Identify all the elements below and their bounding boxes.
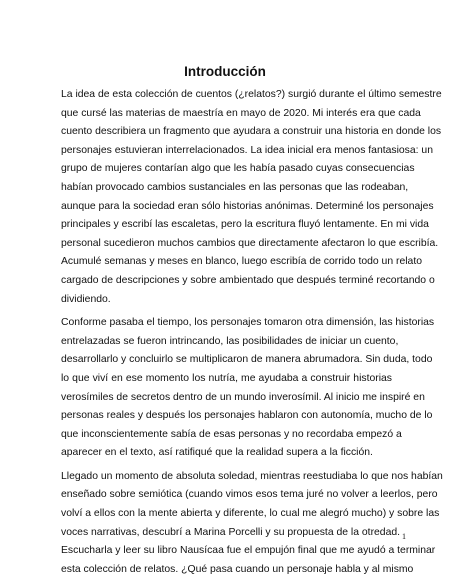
text-line: entrelazadas se fueron intrincando, las posibilidades de iniciar un cuento, — [61, 335, 399, 347]
text-line: Llegado un momento de absoluta soledad, mientras reestudiaba lo que nos habían — [61, 470, 443, 482]
text-line: aunque para la sociedad eran sólo historias anónimas. Determiné los personajes — [61, 200, 434, 212]
text-line: desarrollarlo y concluirlo se multiplicaron de manera abrumadora. Sin duda, todo — [61, 354, 433, 366]
text-line: voces narrativas, descubrí a Marina Porcelli y su propuesta de la otredad. — [61, 526, 401, 538]
text-line: lo que viví en ese momento los nutría, me ayudaba a construir historias — [61, 372, 392, 384]
text-line: cargado de descripciones y sobre ambientado que después terminé recortando o — [61, 274, 435, 286]
paragraph — [61, 314, 435, 463]
text-line: principales y escribí las escaletas, pero la escritura fluyó lentamente. En mi vida — [61, 219, 429, 231]
text-line: personas reales y después los personajes hablaron con autonomía, mucho de lo — [61, 410, 433, 422]
text-line: grupo de mujeres contarían algo que les había pasado cuyas consecuencias — [61, 163, 415, 175]
text-line: habían provocado cambios sustanciales en las personas que las rodeaban, — [61, 181, 409, 193]
text-line: verosímiles de secretos dentro de un mundo inverosímil. Al inicio me inspiré en — [61, 391, 425, 403]
text-line: esta colección de relatos. ¿Qué pasa cuando un personaje habla y al mismo — [61, 563, 414, 575]
text-line: Acumulé semanas y meses en blanco, luego escribía de corrido todo un relato — [61, 256, 422, 268]
text-line: volví a ellos con la mente abierta y diferente, lo cual me alegró mucho) y sobre las — [61, 508, 440, 520]
text-line: La idea de esta colección de cuentos (¿relatos?) surgió durante el último semestre — [61, 89, 442, 100]
text-line: personajes estuvieran interrelacionados. La idea inicial era menos fantasiosa: un — [61, 144, 433, 156]
text-line: Conforme pasaba el tiempo, los personajes tomaron otra dimensión, las historias — [61, 317, 435, 329]
text-line: aparecer en el texto, así ratifiqué que la realidad supera a la ficción. — [61, 447, 373, 459]
text-line: que cursé las materias de maestría en mayo de 2020. Mi interés era que cada — [61, 107, 421, 119]
text-line: que inconscientemente sabía de esas personas y no recordaba empezó a — [61, 428, 402, 440]
page-title: Introducción — [184, 64, 266, 79]
text-line: cuento describiera un fragmento que ayudara a construir una historia en donde los — [61, 126, 442, 138]
text-line: personal sucedieron muchos cambios que directamente afectaron lo que escribía. — [61, 237, 439, 249]
document-body — [61, 86, 443, 579]
paragraph — [61, 86, 442, 309]
text-line: Escucharla y leer su libro Nausícaa fue el empujón final que me ayudó a terminar — [61, 545, 436, 557]
paragraph — [61, 468, 443, 580]
text-line: dividiendo. — [61, 293, 111, 305]
page-number: 1 — [402, 532, 406, 541]
text-line: enseñado sobre semiótica (cuando vimos esos tema juré no volver a leerlos, pero — [61, 489, 438, 501]
